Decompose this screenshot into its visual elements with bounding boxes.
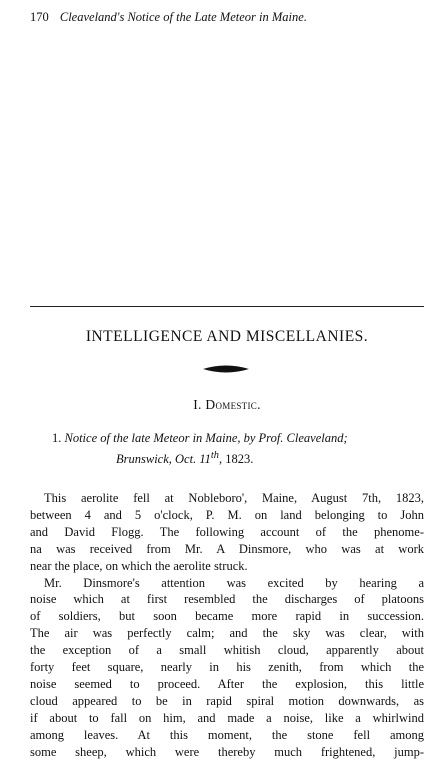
paragraph2-line: of soldiers, but soon became more rapid in succession.: [30, 609, 424, 624]
article-title: Notice of the late Meteor in Maine, by Prof. Cleaveland;: [64, 431, 348, 445]
paragraph2-line: some sheep, which were thereby much frightened, jump-: [30, 744, 424, 759]
paragraph1-line: between 4 and 5 o'clock, P. M. on land belonging to John: [30, 507, 424, 522]
paragraph2-line: the exception of a small whitish cloud, apparently about: [30, 643, 424, 658]
subsection-number: I.: [193, 397, 202, 412]
paragraph1-line: na was received from Mr. A Dinsmore, who was at work: [30, 541, 424, 556]
subsection-title: Domestic.: [205, 397, 261, 412]
paragraph2-line: among leaves. At this moment, the stone fell among: [30, 727, 424, 742]
section-divider-rule: [30, 306, 424, 307]
article-heading-line2: [30, 447, 424, 468]
paragraph1-line: This aerolite fell at Nobleboro', Maine, August 7th, 1823,: [44, 491, 424, 505]
paragraph1-line: near the place, on which the aerolite struck.: [30, 558, 248, 573]
article-dateline: Brunswick, Oct. 11: [116, 452, 211, 467]
running-head-title: Cleaveland's Notice of the Late Meteor in Maine.: [59, 10, 307, 24]
page-number: 170: [30, 10, 49, 24]
article-number: 1.: [52, 431, 62, 445]
article-dateline-year: , 1823.: [219, 452, 254, 467]
paragraph2-line: if about to fall on him, and made a noise, like a whirlwind: [30, 710, 424, 725]
article-body: [30, 490, 424, 761]
paragraph2-line: noise which at first resembled the discharges of platoons: [30, 592, 424, 607]
article-heading-line1: [30, 430, 424, 447]
subsection-heading: [30, 397, 424, 413]
article-heading: [30, 430, 424, 468]
article-dateline-sup: th: [210, 450, 220, 461]
paragraph2-line: noise seemed to proceed. After the explosion, this little: [30, 676, 424, 691]
paragraph2-line: The air was perfectly calm; and the sky was clear, with: [30, 626, 424, 641]
ornament-divider-icon: [203, 363, 249, 375]
section-title: INTELLIGENCE AND MISCELLANIES.: [85, 328, 369, 345]
paragraph2-line: cloud appeared to be in rapid spiral motion downwards, as: [30, 693, 424, 708]
paragraph1-line: and David Flogg. The following account of the phenome-: [30, 524, 424, 539]
running-head: [30, 10, 425, 25]
paragraph2-line: Mr. Dinsmore's attention was excited by hearing a: [44, 575, 424, 590]
paragraph2-line: forty feet square, nearly in his zenith, from which the: [30, 660, 424, 675]
